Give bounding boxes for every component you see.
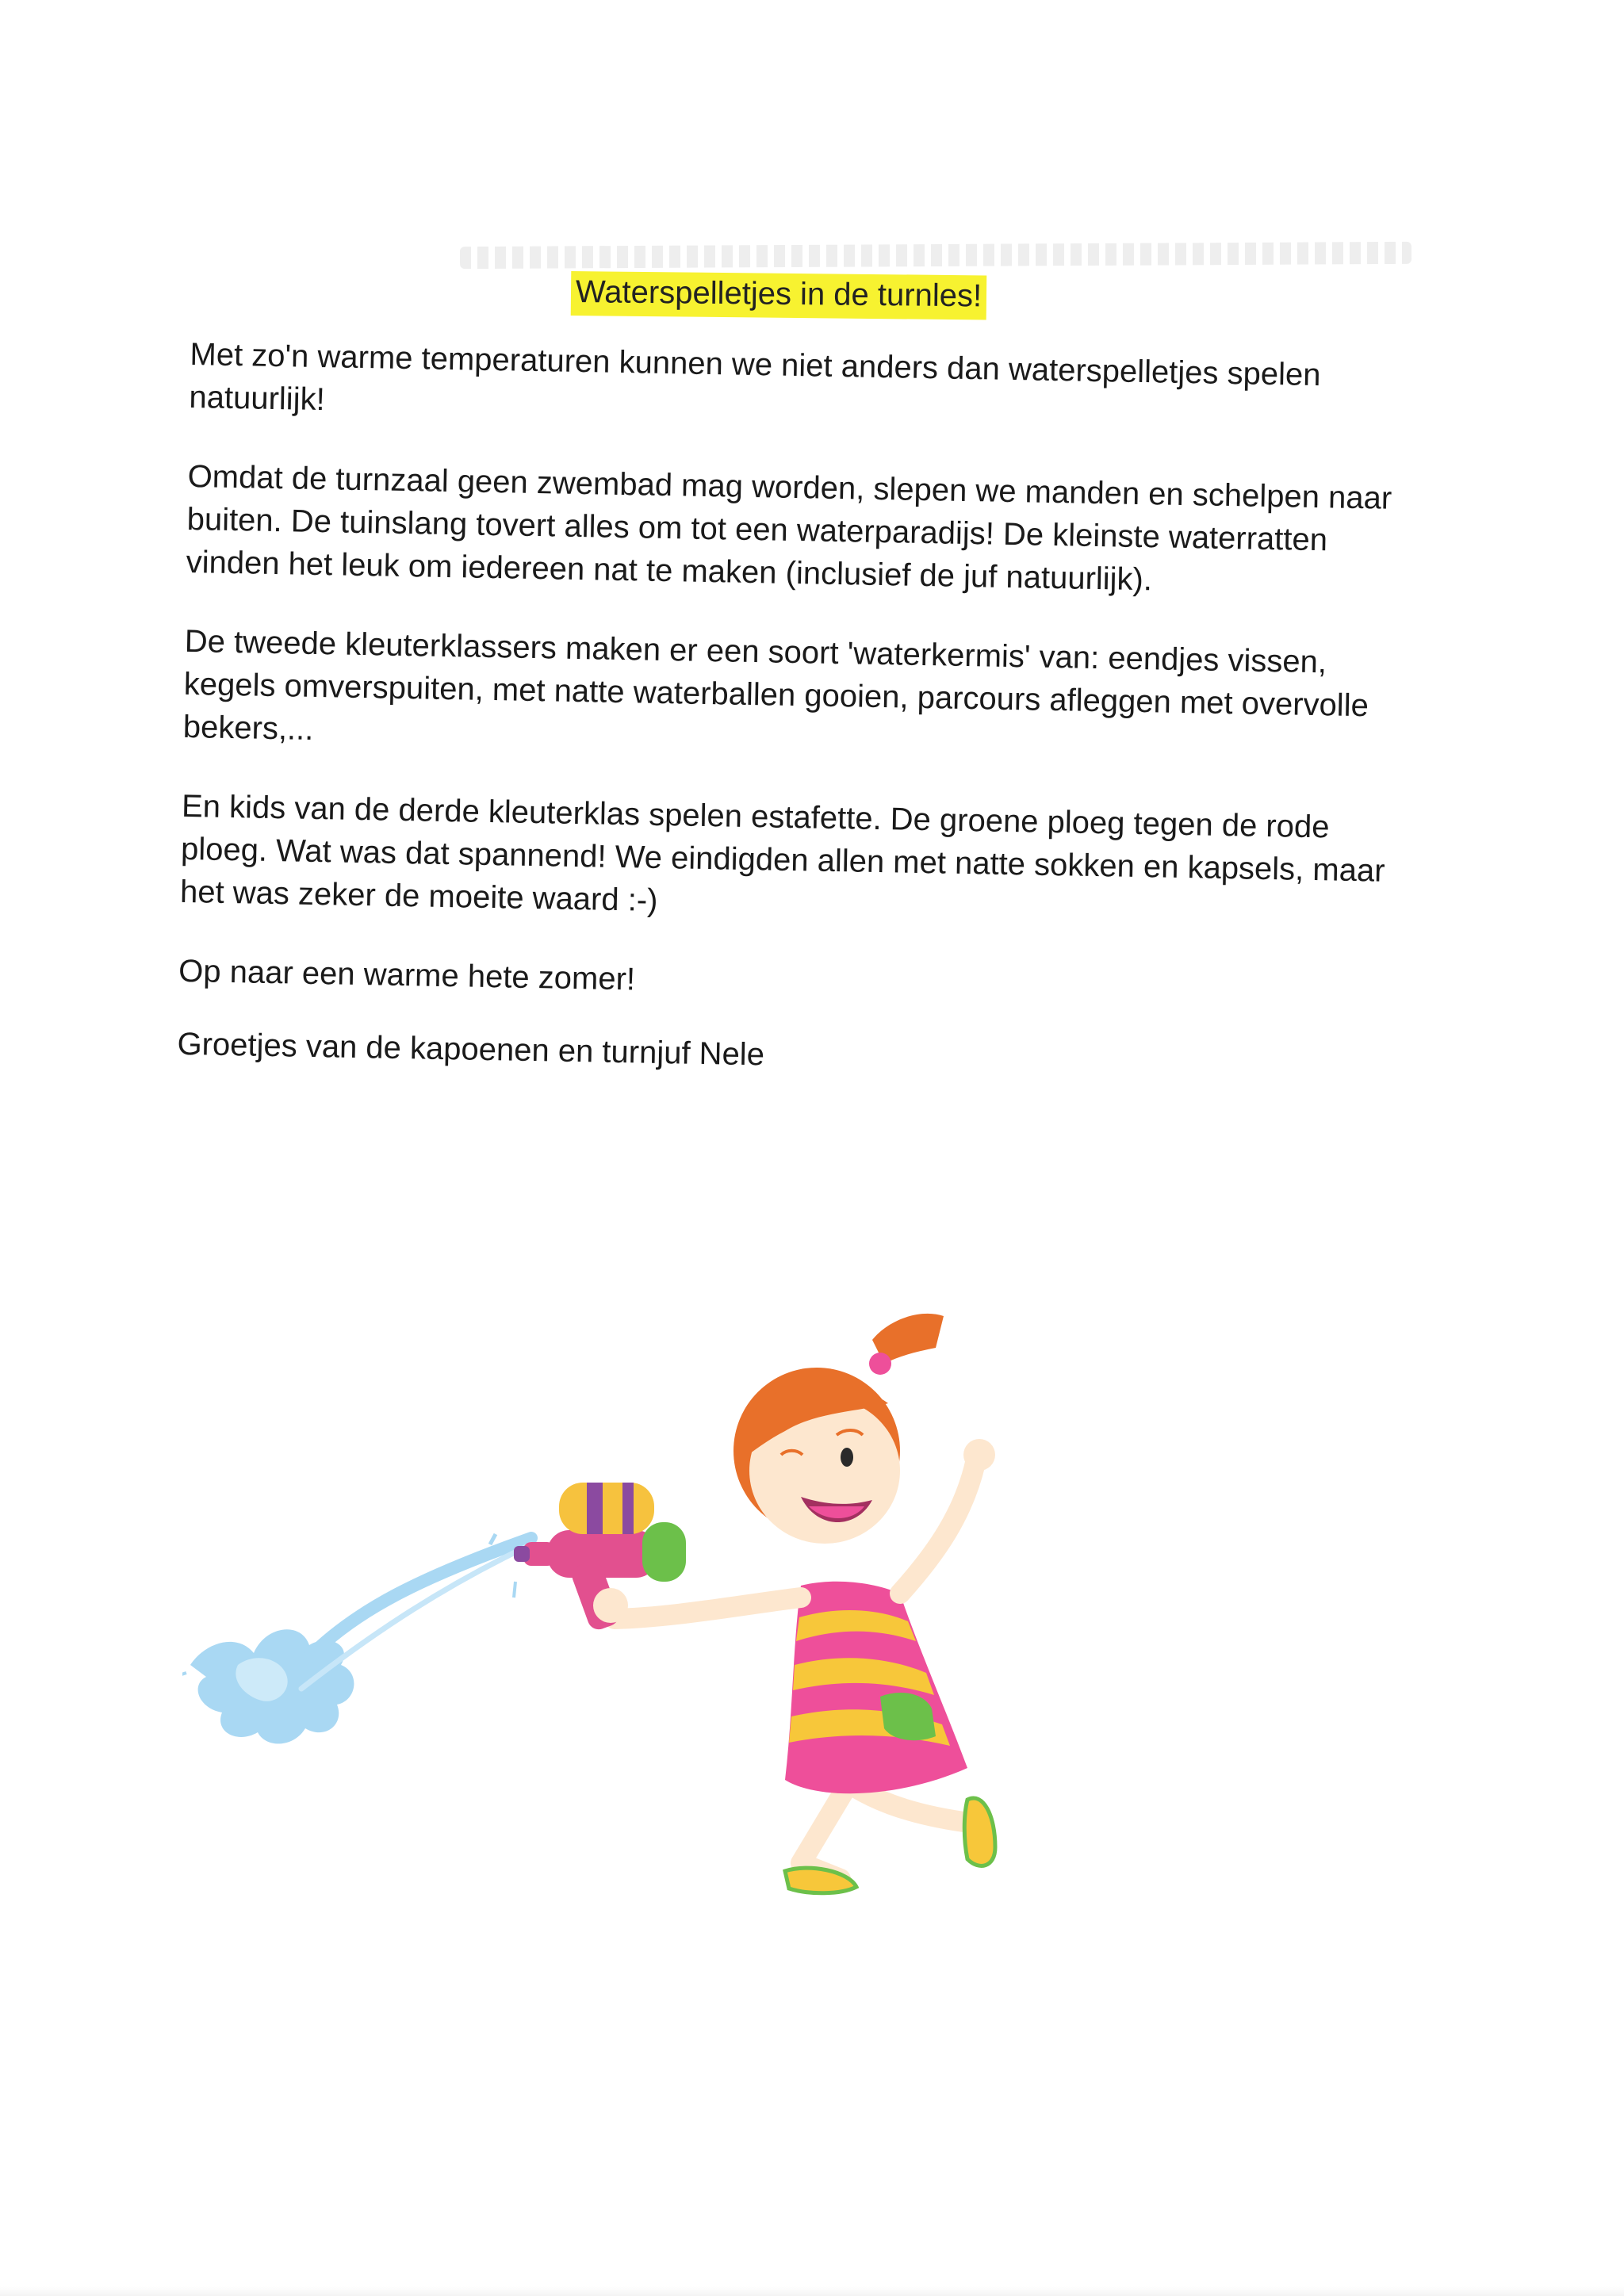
letter-body	[176, 333, 1396, 1124]
title-wrap	[571, 271, 987, 320]
water-splash	[182, 1534, 531, 1743]
dress	[785, 1582, 967, 1793]
head	[733, 1314, 944, 1544]
paragraph-second-class: De tweede kleuterklassers maken er een soort 'waterkermis' van: eendjes vissen, kegels omverspuiten, met natte waterballen gooien, parcours afleggen met overvolle bekers,...	[182, 623, 1369, 747]
document-title: Waterspelletjes in de turnles!	[571, 271, 987, 320]
paragraph-intro: Met zo'n warme temperaturen kunnen we niet anders dan waterspelletjes spelen natuurlijk!	[189, 336, 1321, 418]
girl-with-water-gun-icon	[182, 1292, 1055, 1990]
paragraph-signoff: Groetjes van de kapoenen en turnjuf Nele	[177, 1026, 765, 1073]
show-through-text	[460, 242, 1411, 269]
paragraph-summer: Op naar een warme hete zomer!	[178, 953, 636, 997]
scan-edge	[0, 2286, 1624, 2296]
paragraph-garden: Omdat de turnzaal geen zwembad mag worden, slepen we manden en schelpen naar buiten. De tuinslang tovert alles om tot een waterparadijs! De kleinste waterratten vinden het leuk om iedereen nat te maken (inclusief de juf natuurlijk).	[186, 458, 1392, 598]
hand	[593, 1588, 628, 1623]
paragraph-third-class: En kids van de derde kleuterklas spelen estafette. De groene ploeg tegen de rode ploeg. Wat was dat spannend! We eindigden allen met natte sokken en kapsels, maar het was zeker de moeite waard :-)	[179, 788, 1385, 918]
